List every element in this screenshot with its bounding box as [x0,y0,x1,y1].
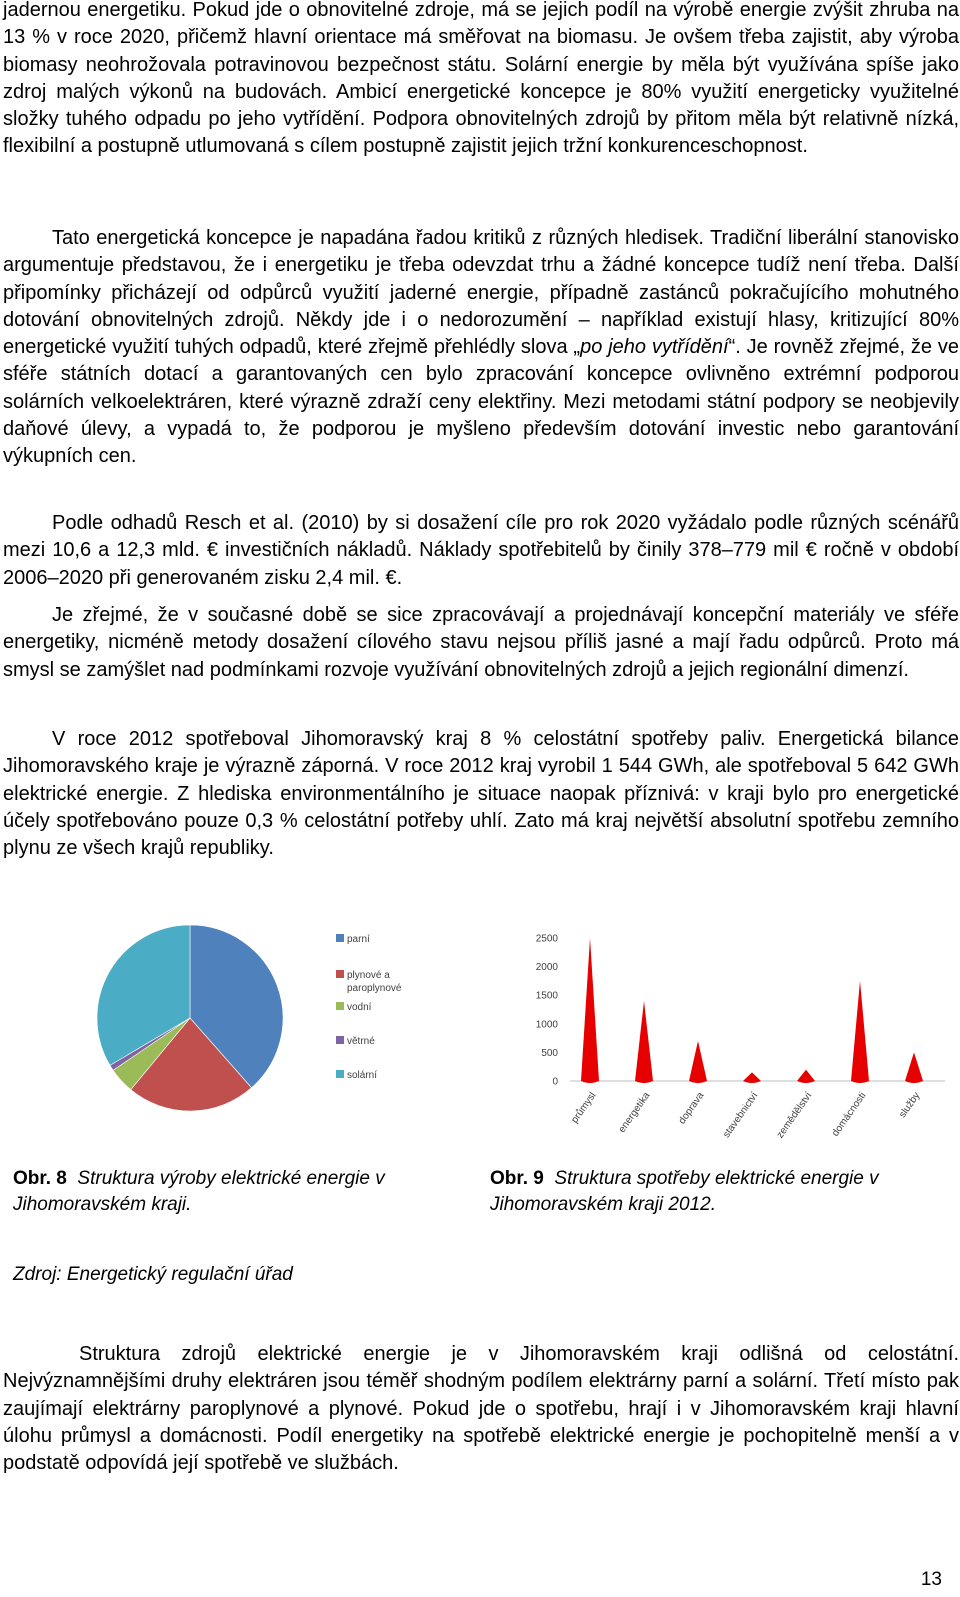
pie-legend-swatch-0 [336,934,344,942]
x-tick-0: průmysl [569,1090,599,1126]
page-number: 13 [920,1569,942,1590]
y-tick-0: 0 [552,1076,558,1088]
caption-fig8-label: Obr. 8 [13,1168,67,1189]
cone-bar-5 [851,981,869,1083]
caption-fig8-text: Struktura výroby elektrické energie v Jihomoravském kraji. [13,1168,385,1215]
cone-bar-6 [905,1052,923,1083]
cone-bar-4 [797,1070,815,1083]
caption-fig9-label: Obr. 9 [490,1168,544,1189]
y-tick-1: 500 [541,1047,558,1059]
cone-bar-3 [743,1072,761,1083]
y-tick-5: 2500 [535,933,558,945]
pie-legend-swatch-1 [336,970,344,978]
pie-legend-label-2: vodní [347,1002,372,1013]
paragraph-criticism-emphasis: po jeho vytřídění [580,336,729,359]
cone-chart-consumption [530,920,950,1160]
pie-legend-label-1: plynové a paroplynové [347,970,402,994]
y-tick-3: 1500 [535,990,558,1002]
x-tick-4: zemědělství [774,1090,815,1141]
x-tick-6: služby [897,1090,923,1120]
pie-legend-swatch-2 [336,1002,344,1010]
paragraph-criticism-part1: Tato energetická koncepce je napadána řadou kritiků z různých hledisek. Tradiční liberální stanovisko argumentuje představou, že i energetiku je třeba odevzdat trhu a žádné koncepce tudíž není třeba. Další připomínky přicházejí od odpůrců využití jaderné energie, případně zastánců pokračujícího mohutného dotování obnovitelných zdrojů. Někdy jde i o nedorozumění – například existují hlasy, kritizující 80% energetické využití tuhých odpadů, které zřejmě přehlédly slova „ [3,227,959,359]
pie-legend-label-4: solární [347,1070,378,1081]
pie-chart-production [0,920,460,1160]
paragraph-concepts: Je zřejmé, že v současné době se sice zpracovávají a projednávají koncepční materiály ve sféře energetiky, nicméně metody dosažení cílového stavu nejsou příliš jasné a mají řadu odpůrců. Proto má smysl se zamýšlet nad podmínkami rozvoje využívání obnovitelných zdrojů a jejich regionální dimenzí. [3,604,959,681]
caption-fig9 [490,1166,940,1218]
pie-legend-label-3: větrné [347,1036,375,1047]
source-note: Zdroj: Energetický regulační úřad [13,1264,293,1285]
cone-bar-1 [635,1001,653,1083]
y-tick-4: 2000 [535,962,558,974]
x-tick-5: domácnosti [830,1090,869,1139]
paragraph-region-2012: V roce 2012 spotřeboval Jihomoravský kraj 8 % celostátní spotřeby paliv. Energetická bilance Jihomoravského kraje je výrazně záporná. V roce 2012 kraj vyrobil 1 544 GWh, ale spotřeboval 5 642 GWh elektrické energie. Z hlediska environmentálního je situace naopak příznivá: v kraji bylo pro energetické účely spotřebováno pouze 0,3 % celostátní potřeby uhlí. Zato má kraj největší absolutní spotřebu zemního plynu ze všech krajů republiky. [3,728,959,860]
paragraph-intro: jadernou energetiku. Pokud jde o obnovitelné zdroje, má se jejich podíl na výrobě energie zvýšit zhruba na 13 % v roce 2020, přičemž hlavní orientace má směřovat na biomasu. Je ovšem třeba zajistit, aby výroba biomasy neohrožovala potravinovou bezpečnost státu. Solární energie by měla být využívána spíše jako zdroj malých výkonů na budovách. Ambicí energetické koncepce je 80% využití energeticky využitelné složky tuhého odpadu po jeho vytřídění. Podpora obnovitelných zdrojů by přitom měla být relativně nízká, flexibilní a postupně utlumovaná s cílem postupně zajistit jejich tržní konkurenceschopnost. [3,0,959,158]
pie-legend-label-0: parní [347,934,370,945]
y-tick-2: 1000 [535,1019,558,1031]
paragraph-structure: Struktura zdrojů elektrické energie je v Jihomoravském kraji odlišná od celostátní. Nejvýznamnějšími druhy elektráren jsou téměř shodným podílem elektrárny parní a solární. Třetí místo pak zaujímají elektrárny paroplynové a plynové. Pokud jde o spotřebu, hrají i v Jihomoravském kraji hlavní úlohu průmysl a domácnosti. Podíl energetiky na spotřebě elektrické energie je pochopitelně menší a v podstatě odpovídá její spotřebě ve službách. [3,1343,959,1475]
cone-bar-0 [581,938,599,1083]
paragraph-criticism [3,225,959,471]
x-tick-3: stavebnictví [721,1090,761,1140]
paragraph-costs: Podle odhadů Resch et al. (2010) by si dosažení cíle pro rok 2020 vyžádalo podle různých scénářů mezi 10,6 a 12,3 mld. € investičních nákladů. Náklady spotřebitelů by činily 378–779 mil € ročně v období 2006–2020 při generovaném zisku 2,4 mil. €. [3,512,959,589]
x-tick-1: energetika [616,1090,653,1135]
pie-legend-swatch-3 [336,1036,344,1044]
pie-legend-swatch-4 [336,1070,344,1078]
x-tick-2: doprava [676,1090,707,1127]
figure-charts [0,920,960,1160]
caption-fig8 [13,1166,443,1218]
caption-fig9-text: Struktura spotřeby elektrické energie v Jihomoravském kraji 2012. [490,1168,879,1215]
paragraph-criticism-part2: “. Je rovněž zřejmé, že ve sféře státních dotací a garantovaných cen bylo zpracování koncepce ovlivněno extrémní podporou solárních velkoelektráren, které výrazně zdraží ceny elektřiny. Mezi metodami státní podpory se neobjevily daňové úlevy, a vypadá to, že podporou je myšleno především dotování investic nebo garantování výkupních cen. [3,336,959,468]
cone-bar-2 [689,1041,707,1083]
